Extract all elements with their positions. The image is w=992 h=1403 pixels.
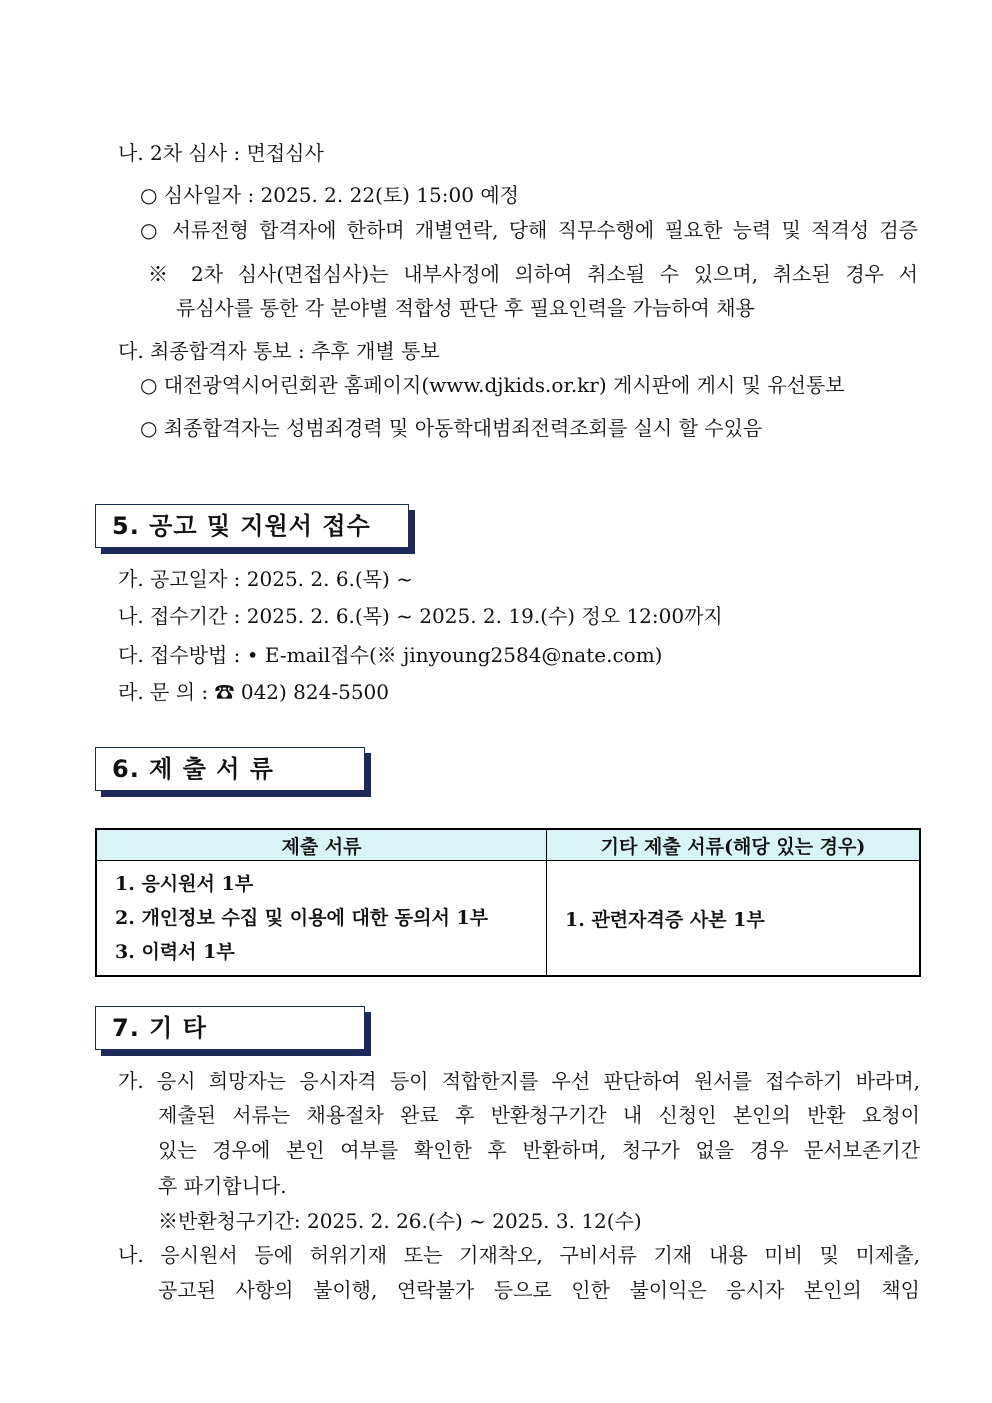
optional-doc-item: 1. 관련자격증 사본 1부	[565, 908, 765, 931]
interview-note-line2: 류심사를 통한 각 분야별 적합성 판단 후 필요인력을 가늠하여 채용	[176, 296, 755, 320]
final-notice-item2: ○ 최종합격자는 성범죄경력 및 아동학대범죄전력조회를 실시 할 수있음	[140, 416, 763, 440]
notice-date: 가. 공고일자 : 2025. 2. 6.(목) ~	[118, 567, 413, 591]
documents-table	[95, 828, 921, 977]
etc-b-line2: 공고된 사항의 불이행, 연락불가 등으로 인한 불이익은 응시자 본인의 책임	[158, 1278, 920, 1302]
interview-date-item: ○ 심사일자 : 2025. 2. 22(토) 15:00 예정	[140, 183, 519, 207]
section5-heading-box	[95, 504, 409, 548]
required-doc-item: 2. 개인정보 수집 및 이용에 대한 동의서 1부	[115, 907, 489, 929]
etc-b-line1: 나. 응시원서 등에 허위기재 또는 기재착오, 구비서류 기재 내용 미비 및 미제출,	[118, 1243, 920, 1267]
interview-note-line1: ※ 2차 심사(면접심사)는 내부사정에 의하여 취소될 수 있으며, 취소된 경우 서	[148, 262, 918, 286]
required-doc-item: 1. 응시원서 1부	[115, 873, 254, 895]
etc-a-line1: 가. 응시 희망자는 응시자격 등이 적합한지를 우선 판단하여 원서를 접수하기 바라며,	[118, 1069, 920, 1093]
section5-heading: 5. 공고 및 지원서 접수	[112, 512, 371, 540]
section6-heading-box	[95, 747, 365, 791]
optional-documents-cell	[547, 861, 921, 977]
application-period: 나. 접수기간 : 2025. 2. 6.(목) ~ 2025. 2. 19.(수) 정오 12:00까지	[118, 604, 723, 628]
final-notice-title: 다. 최종합격자 통보 : 추후 개별 통보	[118, 339, 440, 363]
section6-heading: 6. 제 출 서 류	[112, 755, 274, 783]
documents-header-optional: 기타 제출 서류(해당 있는 경우)	[547, 829, 921, 861]
documents-header-required: 제출 서류	[96, 829, 547, 861]
interview-scope-item: ○ 서류전형 합격자에 한하며 개별연락, 당해 직무수행에 필요한 능력 및 적격성 검증	[140, 218, 918, 242]
contact-phone: 라. 문 의 : ☎ 042) 824-5500	[118, 680, 390, 704]
required-doc-item: 3. 이력서 1부	[115, 941, 235, 963]
section7-heading: 7. 기 타	[112, 1014, 207, 1042]
final-notice-item1: ○ 대전광역시어린회관 홈페이지(www.djkids.or.kr) 게시판에 게시 및 유선통보	[140, 373, 845, 397]
section7-heading-box	[95, 1006, 365, 1050]
etc-a-line3: 있는 경우에 본인 여부를 확인한 후 반환하며, 청구가 없을 경우 문서보존기간	[158, 1138, 920, 1162]
required-documents-cell	[96, 861, 547, 977]
etc-a-line4: 후 파기합니다.	[158, 1174, 287, 1198]
etc-a-line2: 제출된 서류는 채용절차 완료 후 반환청구기간 내 신청인 본인의 반환 요청이	[158, 1103, 920, 1127]
application-method: 다. 접수방법 : • E-mail접수(※ jinyoung2584@nate.com)	[118, 643, 663, 667]
interview-title: 나. 2차 심사 : 면접심사	[118, 141, 324, 165]
etc-a-return-period: ※반환청구기간: 2025. 2. 26.(수) ~ 2025. 3. 12(수)	[158, 1209, 642, 1233]
